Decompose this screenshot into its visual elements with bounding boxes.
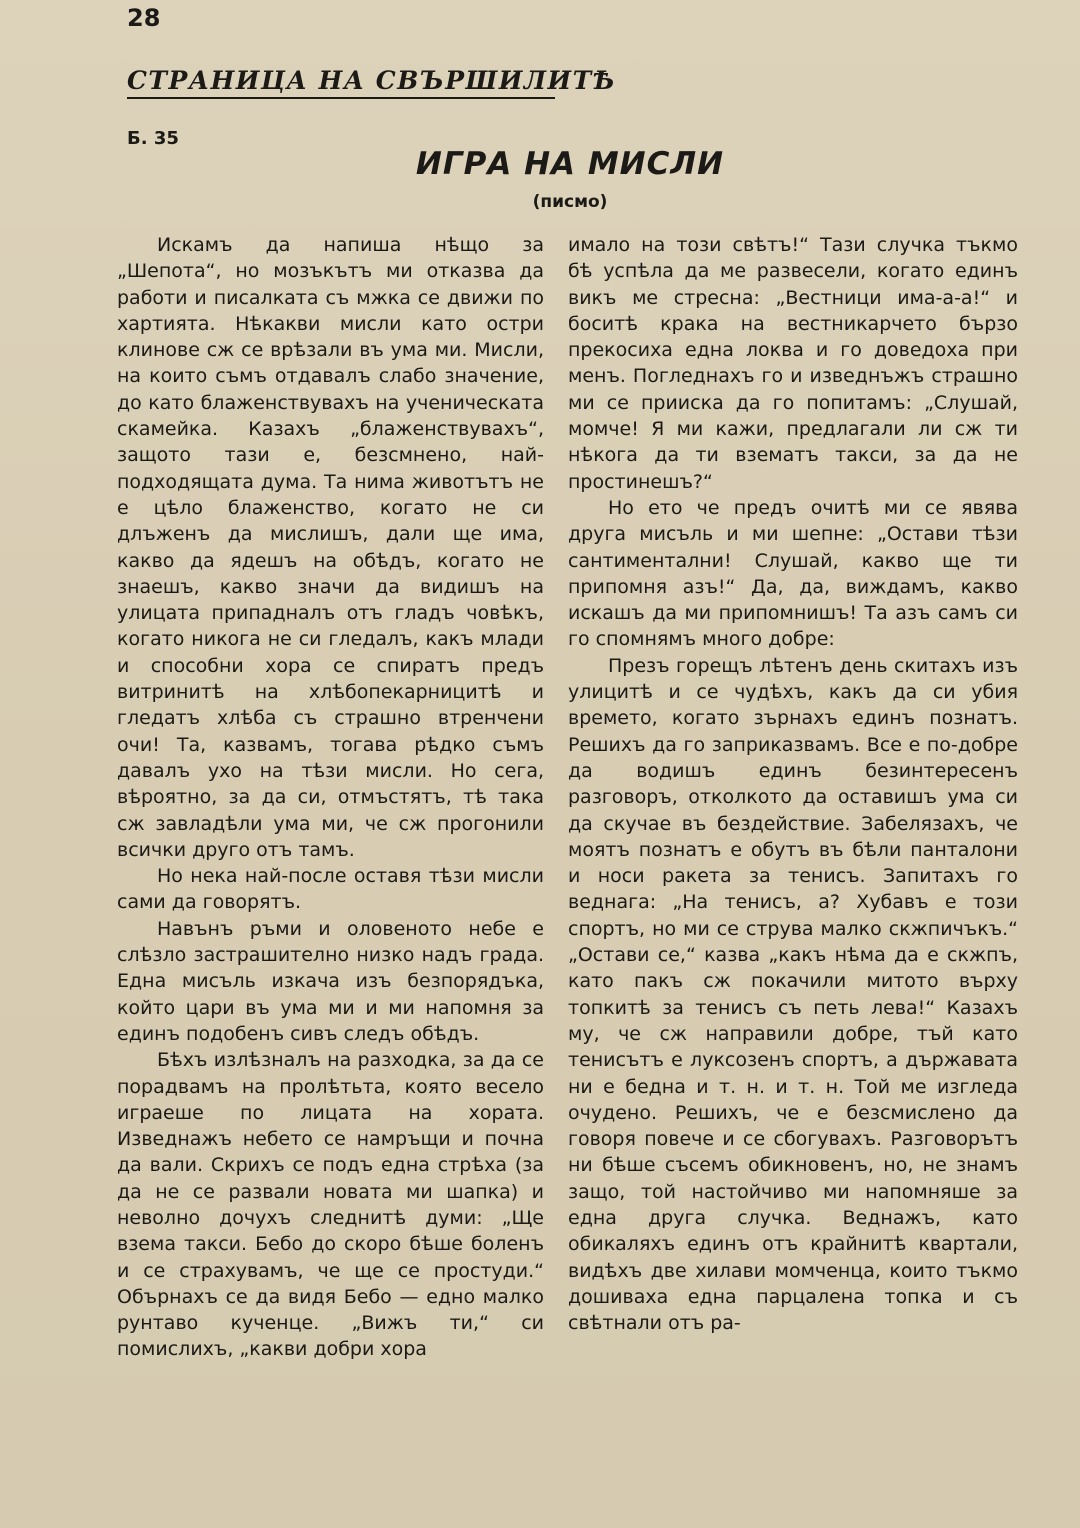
right-column: [568, 232, 1018, 1336]
page-number: 28: [127, 4, 161, 32]
article-code: Б. 35: [127, 128, 179, 149]
paragraph: Но ето че предъ очитѣ ми се явява друга мисъль и ми шепне: „Остави тѣзи сантиментални! Слушай, какво ще ти припомня азъ!“ Да, да, виждамъ, какво искашъ да ми припомнишъ! Та азъ самъ си го спомнямъ много добре:: [568, 496, 1018, 651]
paragraph: Но нека най-после оставя тѣзи мисли сами да говорятъ.: [117, 865, 544, 914]
section-header: СТРАНИЦА НА СВЪРШИЛИТѢ: [127, 66, 555, 99]
left-column: [117, 232, 544, 1363]
paragraph: Искамъ да напиша нѣщо за „Шепота“, но мозъкътъ ми отказва да работи и писалката съ мжка се движи по хартията. Нѣкакви мисли като остри клинове сж се врѣзали въ ума ми. Мисли, на които съмъ отдавалъ слабо значение, до като блаженствувахъ на ученическата скамейка. Казахъ „блаженствувахъ“, защото тази е, безсмнено, най-подходящата дума. Та нима животътъ не е цѣло блаженство, когато не си длъженъ да мислишъ, дали ще има, какво да ядешъ на обѣдъ, когато не знаешъ, какво значи да видишъ на улицата припадналъ отъ гладъ човѣкъ, когато никога не си гледалъ, какъ млади и способни хора се спиратъ предъ витринитѣ на хлѣбопекарницитѣ и гледатъ хлѣба съ страшно втренчени очи! Та, казвамъ, тогава рѣдко съмъ давалъ ухо на тѣзи мисли. Но сега, вѣроятно, за да си, отмъстятъ, тѣ така сж завладѣли ума ми, че сж прогонили всички друго отъ тамъ.: [117, 234, 544, 861]
paragraph: Бѣхъ излѣзналъ на разходка, за да се порадвамъ на пролѣтьта, която весело играеше по лицата на хората. Изведнажъ небето се намръщи и почна да вали. Скрихъ се подъ една стрѣха (за да не се развали новата ми шапка) и неволно дочухъ следнитѣ думи: „Ще взема такси. Бебо до скоро бѣше боленъ и се страхувамъ, че ще се простуди.“ Обърнахъ се да видя Бебо — едно малко рунтаво кученце. „Вижъ ти,“ си помислихъ, „какви добри хора: [117, 1049, 544, 1361]
paragraph: имало на този свѣтъ!“ Тази случка тъкмо бѣ успѣла да ме развесели, когато единъ викъ ме стресна: „Вестници има-а-а!“ и боситѣ крака на вестникарчето бързо прекосиха една локва и го доведоха при менъ. Погледнахъ го и изведнъжъ страшно ми се прииска да го попитамъ: „Слушай, момче! Я ми кажи, предлагали ли сж ти нѣкога да ти взематъ такси, за да не простинешъ?“: [568, 234, 1018, 493]
paragraph: Навънъ ръми и оловеното небе е слѣзло застрашително низко надъ града. Една мисъль изкача изъ безпорядъка, който цари въ ума ми и ми напомня за единъ подобенъ сивъ следъ обѣдъ.: [117, 917, 544, 1045]
article-subtitle: (писмо): [532, 192, 608, 212]
article-title: ИГРА НА МИСЛИ: [415, 146, 725, 182]
paragraph: Презъ горещъ лѣтенъ день скитахъ изъ улицитѣ и се чудѣхъ, какъ да си убия времето, когато зърнахъ единъ познатъ. Решихъ да го заприказвамъ. Все е по-добре да водишъ единъ безинтересенъ разговоръ, отколкото да оставишъ ума си да скучае въ бездействие. Забелязахъ, че моятъ познатъ е обутъ въ бѣли панталони и носи ракета за тенисъ. Запитахъ го веднага: „На тенисъ, а? Хубавъ е този спортъ, но ми се струва малко скжпичъкъ.“ „Остави се,“ казва „какъ нѣма да е скжпъ, като пакъ сж покачили митото върху топкитѣ за тенисъ съ петь лева!“ Казахъ му, че сж направили добре, тъй като тенисътъ е луксозенъ спортъ, а държавата ни е бедна и т. н. и т. н. Той ме изгледа очудено. Решихъ, че е безсмислено да говоря повече и се сбогувахъ. Разговорътъ ни бѣше съсемъ обикновенъ, но, не знамъ защо, той настойчиво ми напомняше за една друга случка. Веднажъ, като обикаляхъ единъ отъ крайнитѣ квартали, видѣхъ две хилави момченца, които тъкмо дошиваха една парцалена топка и съ свѣтнали отъ ра-: [568, 654, 1018, 1335]
